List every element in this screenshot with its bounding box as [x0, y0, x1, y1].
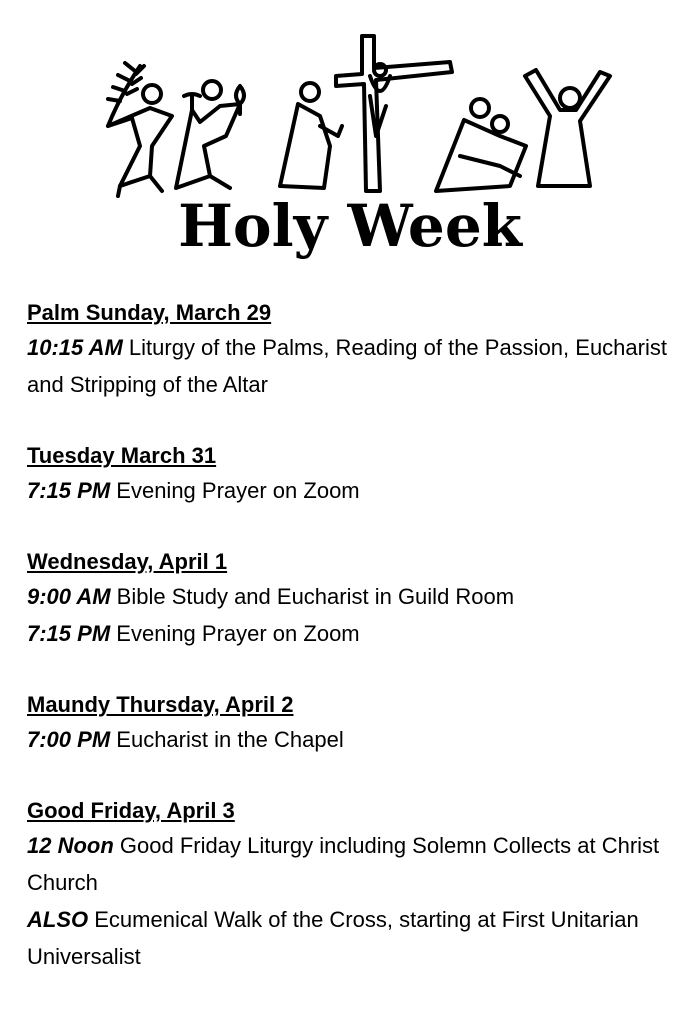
event-description: Bible Study and Eucharist in Guild Room — [116, 584, 515, 609]
header-illustration — [80, 26, 620, 266]
day-tuesday — [27, 439, 677, 509]
event-description: Ecumenical Walk of the Cross, starting at First Unitarian Universalist — [27, 907, 639, 969]
day-wednesday — [27, 545, 677, 652]
event-description: Eucharist in the Chapel — [116, 727, 344, 752]
day-title: Palm Sunday, March 29 — [27, 300, 272, 325]
event-time: 7:15 PM — [27, 621, 111, 646]
event-item — [27, 827, 677, 901]
event-description: Evening Prayer on Zoom — [116, 478, 360, 503]
event-description: Evening Prayer on Zoom — [116, 621, 360, 646]
event-time: 12 Noon — [27, 833, 114, 858]
day-title: Good Friday, April 3 — [27, 798, 235, 823]
day-title: Maundy Thursday, April 2 — [27, 692, 294, 717]
day-title: Wednesday, April 1 — [27, 549, 228, 574]
event-item — [27, 901, 677, 975]
schedule — [27, 296, 677, 1011]
day-title: Tuesday March 31 — [27, 443, 217, 468]
day-good-friday — [27, 794, 677, 975]
page-title: Holy Week — [178, 192, 522, 260]
event-time: 9:00 AM — [27, 584, 111, 609]
event-time: 7:15 PM — [27, 478, 111, 503]
day-maundy-thursday — [27, 688, 677, 758]
event-item — [27, 615, 677, 652]
holy-week-figures-illustration — [80, 26, 620, 266]
event-item — [27, 472, 677, 509]
event-item — [27, 329, 677, 403]
event-description: Good Friday Liturgy including Solemn Collects at Christ Church — [27, 833, 660, 895]
event-time: 10:15 AM — [27, 335, 123, 360]
event-item — [27, 578, 677, 615]
event-item — [27, 721, 677, 758]
event-time: ALSO — [27, 907, 89, 932]
event-description: Liturgy of the Palms, Reading of the Passion, Eucharist and Stripping of the Altar — [27, 335, 667, 397]
day-palm-sunday — [27, 296, 677, 403]
event-time: 7:00 PM — [27, 727, 111, 752]
